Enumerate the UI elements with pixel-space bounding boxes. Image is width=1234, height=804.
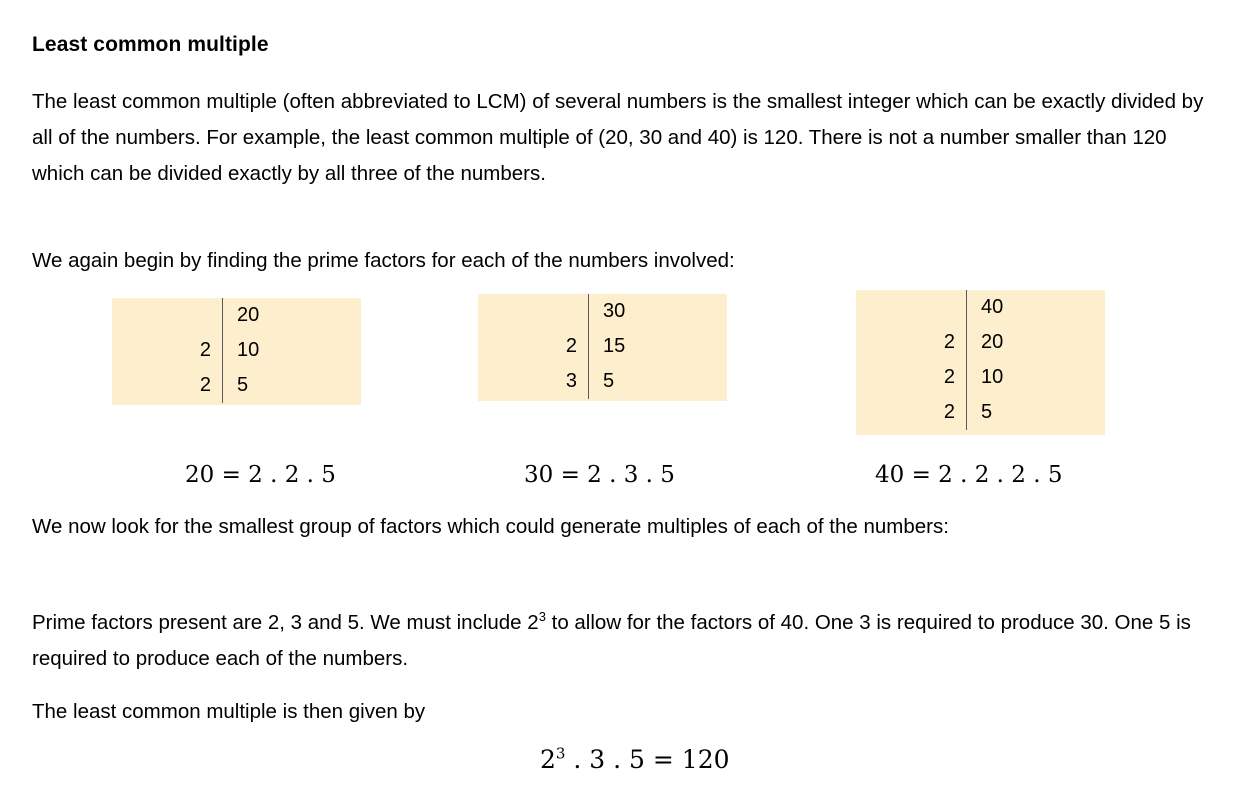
- paragraph-prime-factors-intro: We again begin by finding the prime factors for each of the numbers involved:: [32, 249, 735, 272]
- exponent-three: 3: [538, 609, 546, 625]
- table-row: [478, 294, 727, 329]
- equation-factors-20: 20 = 2 . 2 . 5: [185, 462, 336, 488]
- paragraph-definition: The least common multiple (often abbreviated to LCM) of several numbers is the smallest integer which can be exactly divided by all of the numbers. For example, the least common multiple of (20, 30 and 40) is 120. There is not a number smaller than 120 which can be divided exactly by all three of the numbers.: [32, 90, 1204, 185]
- value-cell: 5: [588, 364, 727, 399]
- value-cell: 20: [966, 325, 1105, 360]
- equation-rest: . 3 . 5 = 120: [565, 745, 730, 774]
- value-cell: 5: [966, 395, 1105, 430]
- divisor-cell: 2: [199, 339, 211, 361]
- factor-table-30: [478, 294, 727, 401]
- equation-base: 2: [540, 745, 556, 774]
- value-cell: 30: [588, 294, 727, 329]
- value-cell: 20: [222, 298, 361, 333]
- divisor-cell: 2: [565, 335, 577, 357]
- divisor-cell: 3: [565, 370, 577, 392]
- factor-table-40: [856, 290, 1105, 435]
- value-cell: 10: [966, 360, 1105, 395]
- equation-factors-40: 40 = 2 . 2 . 2 . 5: [875, 462, 1063, 488]
- table-row: [856, 360, 1105, 395]
- equation-exponent: 3: [555, 744, 566, 763]
- paragraph-text-part2: to allow for the factors of 40. One 3 is required to produce 30. One 5 is required to produce each of the numbers.: [32, 611, 1191, 670]
- value-cell: 15: [588, 329, 727, 364]
- paragraph-smallest-group: We now look for the smallest group of factors which could generate multiples of each of the numbers:: [32, 515, 949, 538]
- value-cell: 40: [966, 290, 1105, 325]
- equation-lcm-result: [540, 745, 730, 774]
- table-row: [856, 290, 1105, 325]
- table-row: [112, 368, 361, 403]
- value-cell: 5: [222, 368, 361, 403]
- paragraph-prime-factors-present: [32, 605, 1197, 677]
- table-row: [112, 333, 361, 368]
- divisor-cell: 2: [943, 401, 955, 423]
- equation-factors-30: 30 = 2 . 3 . 5: [524, 462, 675, 488]
- table-row: [478, 364, 727, 399]
- factor-table-20: [112, 298, 361, 405]
- page-title: Least common multiple: [32, 33, 269, 56]
- table-row: [112, 298, 361, 333]
- paragraph-lcm-given-by: The least common multiple is then given by: [32, 700, 426, 723]
- divisor-cell: 2: [943, 331, 955, 353]
- table-row: [856, 395, 1105, 430]
- divisor-cell: 2: [199, 374, 211, 396]
- value-cell: 10: [222, 333, 361, 368]
- paragraph-text-part1: Prime factors present are 2, 3 and 5. We must include 2: [32, 611, 539, 634]
- table-row: [478, 329, 727, 364]
- divisor-cell: 2: [943, 366, 955, 388]
- table-row: [856, 325, 1105, 360]
